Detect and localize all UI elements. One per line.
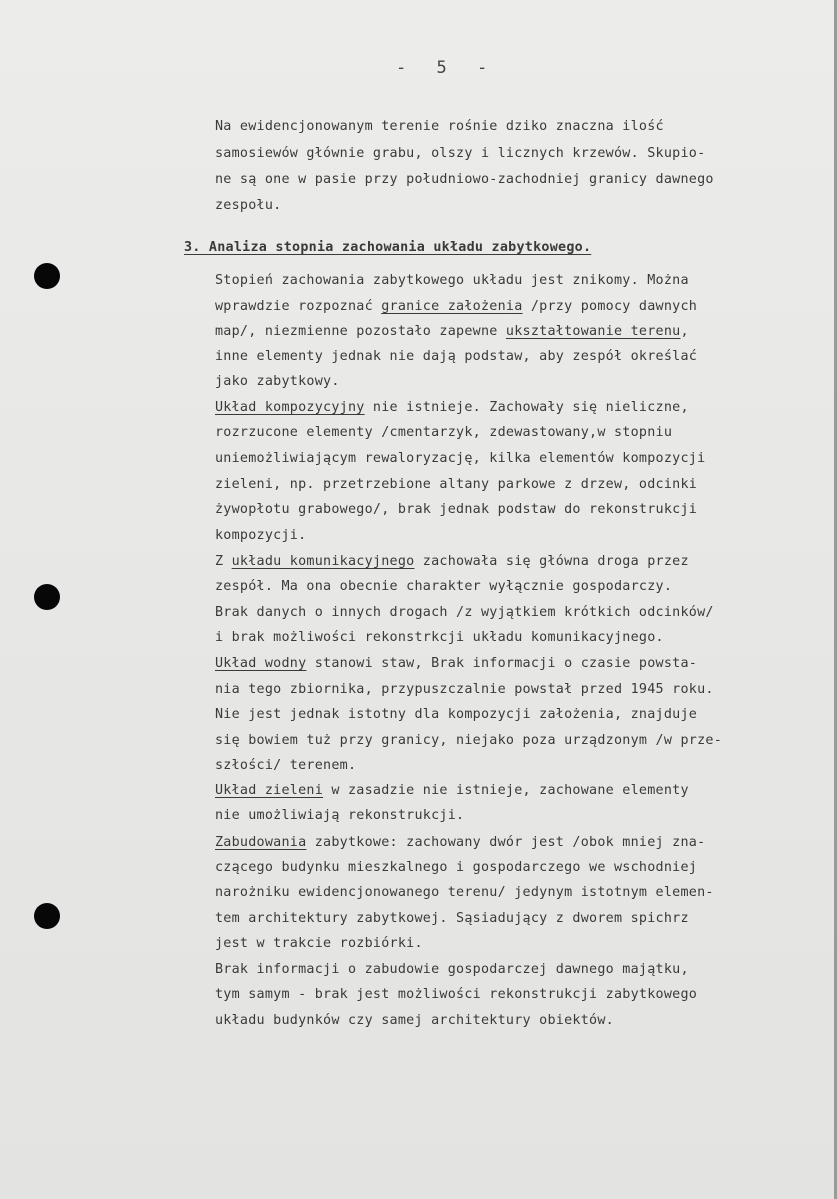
underlined-term: układu komunikacyjnego xyxy=(231,554,415,569)
text-line: ne są one w pasie przy południowo-zachodniej granicy dawnego xyxy=(215,172,714,187)
text-line: jest w trakcie rozbiórki. xyxy=(215,936,423,951)
text-line: nie umożliwiają rekonstrukcji. xyxy=(215,808,465,823)
text-line: rozrzucone elementy /cmentarzyk, zdewastowany,w stopniu xyxy=(215,425,673,440)
text-line: Układ wodny stanowi staw, Brak informacji o czasie powsta- xyxy=(215,656,698,671)
text-line: Brak danych o innych drogach /z wyjątkiem krótkich odcinków/ xyxy=(215,605,714,620)
text-line: nia tego zbiornika, przypuszczalnie powstał przed 1945 roku. xyxy=(215,682,714,697)
text-line: Z układu komunikacyjnego zachowała się główna droga przez xyxy=(215,554,689,569)
text-line: inne elementy jednak nie dają podstaw, aby zespół określać xyxy=(215,349,698,364)
text-line: jako zabytkowy. xyxy=(215,374,340,389)
text-line: kompozycji. xyxy=(215,528,307,543)
underlined-term: Układ zieleni xyxy=(215,783,324,798)
text-line: map/, niezmienne pozostało zapewne ukształtowanie terenu, xyxy=(215,324,689,339)
page-number: - 5 - xyxy=(396,58,498,78)
text-line: Układ kompozycyjny nie istnieje. Zachowały się nieliczne, xyxy=(215,400,689,415)
text-line: Nie jest jednak istotny dla kompozycji założenia, znajduje xyxy=(215,707,698,722)
text-line: Układ zieleni w zasadzie nie istnieje, zachowane elementy xyxy=(215,783,689,798)
text-line: żywopłotu grabowego/, brak jednak podstaw do rekonstrukcji xyxy=(215,502,698,517)
text-line: samosiewów głównie grabu, olszy i licznych krzewów. Skupio- xyxy=(215,146,706,161)
text-line: zieleni, np. przetrzebione altany parkowe z drzew, odcinki xyxy=(215,477,698,492)
underlined-term: Zabudowania xyxy=(215,835,307,850)
text-line: tym samym - brak jest możliwości rekonstrukcji zabytkowego xyxy=(215,987,698,1002)
text-line: uniemożliwiającym rewaloryzację, kilka elementów kompozycji xyxy=(215,451,706,466)
text-line: Zabudowania zabytkowe: zachowany dwór jest /obok mniej zna- xyxy=(215,835,706,850)
punch-hole xyxy=(34,584,60,610)
text-line: zespół. Ma ona obecnie charakter wyłącznie gospodarczy. xyxy=(215,579,673,594)
text-line: i brak możliwości rekonstrkcji układu komunikacyjnego. xyxy=(215,630,664,645)
underlined-term: Układ kompozycyjny xyxy=(215,400,365,415)
text-line: zespołu. xyxy=(215,198,282,213)
text-line: Brak informacji o zabudowie gospodarczej dawnego majątku, xyxy=(215,962,689,977)
text-line: narożniku ewidencjonowanego terenu/ jedynym istotnym elemen- xyxy=(215,885,714,900)
text-line: tem architektury zabytkowej. Sąsiadujący z dworem spichrz xyxy=(215,911,689,926)
text-line: układu budynków czy samej architektury obiektów. xyxy=(215,1013,614,1028)
text-line: Na ewidencjonowanym terenie rośnie dziko znaczna ilość xyxy=(215,119,664,134)
text-line: czącego budynku mieszkalnego i gospodarczego we wschodniej xyxy=(215,860,698,875)
underlined-term: granice założenia xyxy=(381,299,523,314)
punch-hole xyxy=(34,263,60,289)
text-line: wprawdzie rozpoznać granice założenia /przy pomocy dawnych xyxy=(215,299,698,314)
text-line: się bowiem tuż przy granicy, niejako poza urządzonym /w prze- xyxy=(215,733,723,748)
text-line: Stopień zachowania zabytkowego układu jest znikomy. Można xyxy=(215,273,689,288)
section-heading: 3. Analiza stopnia zachowania układu zabytkowego. xyxy=(184,240,592,255)
underlined-term: ukształtowanie terenu xyxy=(505,324,681,339)
underlined-term: Układ wodny xyxy=(215,656,307,671)
punch-hole xyxy=(34,903,60,929)
text-line: szłości/ terenem. xyxy=(215,758,357,773)
